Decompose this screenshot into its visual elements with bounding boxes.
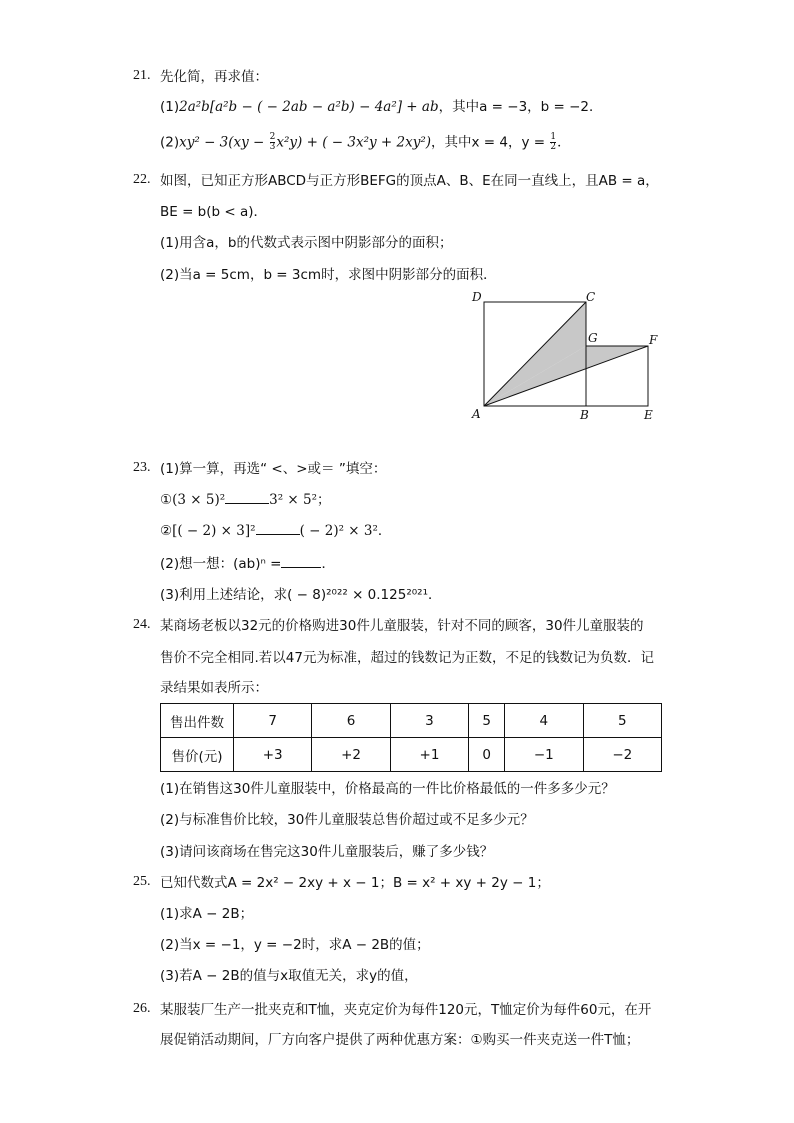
question-24-line-1: 某商场老板以32元的价格购进30件儿童服装，针对不同的顾客，30件儿童服装的 xyxy=(160,618,644,634)
expression-tail: x²y) + ( − 3x²y + 2xy²) xyxy=(276,134,432,151)
part-label: (2) xyxy=(160,134,180,151)
question-25-part-2: (2)当x = −1，y = −2时，求A − 2B的值； xyxy=(160,937,430,953)
fraction-numerator: 1 xyxy=(550,132,557,142)
condition: ，其中a = −3，b = −2． xyxy=(438,99,603,115)
answer-blank-1[interactable] xyxy=(225,491,269,504)
item-2-left: ②[( − 2) × 3]² xyxy=(160,523,256,539)
part-label: (1) xyxy=(160,99,180,115)
condition-end: ． xyxy=(557,134,571,151)
part-2-right: ． xyxy=(321,556,335,572)
question-23-part-2 xyxy=(160,555,335,573)
item-1-right: 3² × 5²； xyxy=(269,492,331,508)
question-24-part-1: (1)在销售这30件儿童服装中，价格最高的一件比价格最低的一件多多少元？ xyxy=(160,781,615,797)
table-cell: 4 xyxy=(505,704,583,738)
question-23-item-2 xyxy=(160,522,391,540)
question-22-line-1: 如图，已知正方形ABCD与正方形BEFG的顶点A、B、E在同一直线上，且AB = a， xyxy=(160,173,659,189)
fraction-denominator: 2 xyxy=(550,142,557,152)
question-22-number: 22. xyxy=(133,172,151,187)
question-25-part-1: (1)求A − 2B； xyxy=(160,906,254,922)
table-cell: 6 xyxy=(312,704,390,738)
table-cell: 7 xyxy=(234,704,312,738)
question-23-stem: (1)算一算，再选“ <、>或＝ ”填空： xyxy=(160,461,387,477)
table-cell: −2 xyxy=(583,738,661,772)
label-B: B xyxy=(580,408,589,422)
question-21-stem: 先化简，再求值： xyxy=(160,69,268,85)
question-25-stem: 已知代数式A = 2x² − 2xy + x − 1；B = x² + xy + 2y − 1； xyxy=(160,875,550,891)
part-2-left: (2)想一想：(ab)ⁿ = xyxy=(160,556,282,572)
label-E: E xyxy=(644,408,653,422)
table-cell: +2 xyxy=(312,738,390,772)
question-22-line-2: BE = b(b < a)． xyxy=(160,204,268,220)
question-23-item-1 xyxy=(160,491,331,509)
answer-blank-2[interactable] xyxy=(256,522,300,535)
question-23-part-3: (3)利用上述结论，求( − 8)²⁰²² × 0.125²⁰²¹． xyxy=(160,587,442,603)
item-1-left: ①(3 × 5)² xyxy=(160,492,226,508)
label-G: G xyxy=(588,331,598,345)
question-24-part-3: (3)请问该商场在售完这30件儿童服装后，赚了多少钱？ xyxy=(160,844,494,860)
table-header-price: 售价(元) xyxy=(161,738,234,772)
table-row xyxy=(161,704,662,738)
question-24-line-3: 录结果如表所示： xyxy=(160,680,268,696)
table-header-quantity: 售出件数 xyxy=(161,704,234,738)
label-C: C xyxy=(586,290,596,304)
table-cell: 0 xyxy=(469,738,505,772)
question-24-number: 24. xyxy=(133,617,151,632)
fraction-one-half xyxy=(550,133,556,152)
question-22-part-2: (2)当a = 5cm，b = 3cm时，求图中阴影部分的面积． xyxy=(160,267,497,283)
fraction-denominator: 3 xyxy=(269,142,276,152)
question-21-number: 21. xyxy=(133,68,151,83)
item-2-right: ( − 2)² × 3²． xyxy=(299,523,392,539)
condition: ，其中x = 4，y = xyxy=(431,134,546,151)
question-24-part-2: (2)与标准售价比较，30件儿童服装总售价超过或不足多少元？ xyxy=(160,812,534,828)
question-22-part-1: (1)用含a，b的代数式表示图中阴影部分的面积； xyxy=(160,235,453,251)
question-23-number: 23. xyxy=(133,460,151,475)
question-26-line-1: 某服装厂生产一批夹克和T恤，夹克定价为每件120元，T恤定价为每件60元，在开 xyxy=(160,1002,652,1018)
answer-blank-3[interactable] xyxy=(281,555,321,568)
fraction-numerator: 2 xyxy=(269,132,276,142)
question-25-part-3: (3)若A − 2B的值与x取值无关，求y的值， xyxy=(160,968,418,984)
expression-tail: [a²b − ( − 2ab − a²b) − 4a²] + ab xyxy=(209,99,439,115)
question-26-line-2: 展促销活动期间，厂方向客户提供了两种优惠方案：①购买一件夹克送一件T恤； xyxy=(160,1032,640,1048)
question-24-line-2: 售价不完全相同.若以47元为标准，超过的钱数记为正数，不足的钱数记为负数．记 xyxy=(160,650,654,666)
label-D: D xyxy=(472,290,482,304)
table-row xyxy=(161,738,662,772)
table-cell: +1 xyxy=(390,738,468,772)
question-25-number: 25. xyxy=(133,874,151,889)
label-A: A xyxy=(472,407,481,421)
question-21-part-1 xyxy=(160,98,603,116)
sales-table xyxy=(160,703,662,772)
table-cell: 5 xyxy=(469,704,505,738)
fraction-two-thirds xyxy=(270,133,276,152)
table-cell: −1 xyxy=(505,738,583,772)
expression-head: xy² − 3(xy − xyxy=(179,134,265,151)
table-cell: 3 xyxy=(390,704,468,738)
squares-figure xyxy=(466,288,666,422)
table-cell: +3 xyxy=(234,738,312,772)
question-26-number: 26. xyxy=(133,1001,151,1016)
question-21-part-2 xyxy=(160,133,571,152)
expression-head: 2a²b xyxy=(179,99,210,115)
table-cell: 5 xyxy=(583,704,661,738)
label-F: F xyxy=(649,333,658,347)
